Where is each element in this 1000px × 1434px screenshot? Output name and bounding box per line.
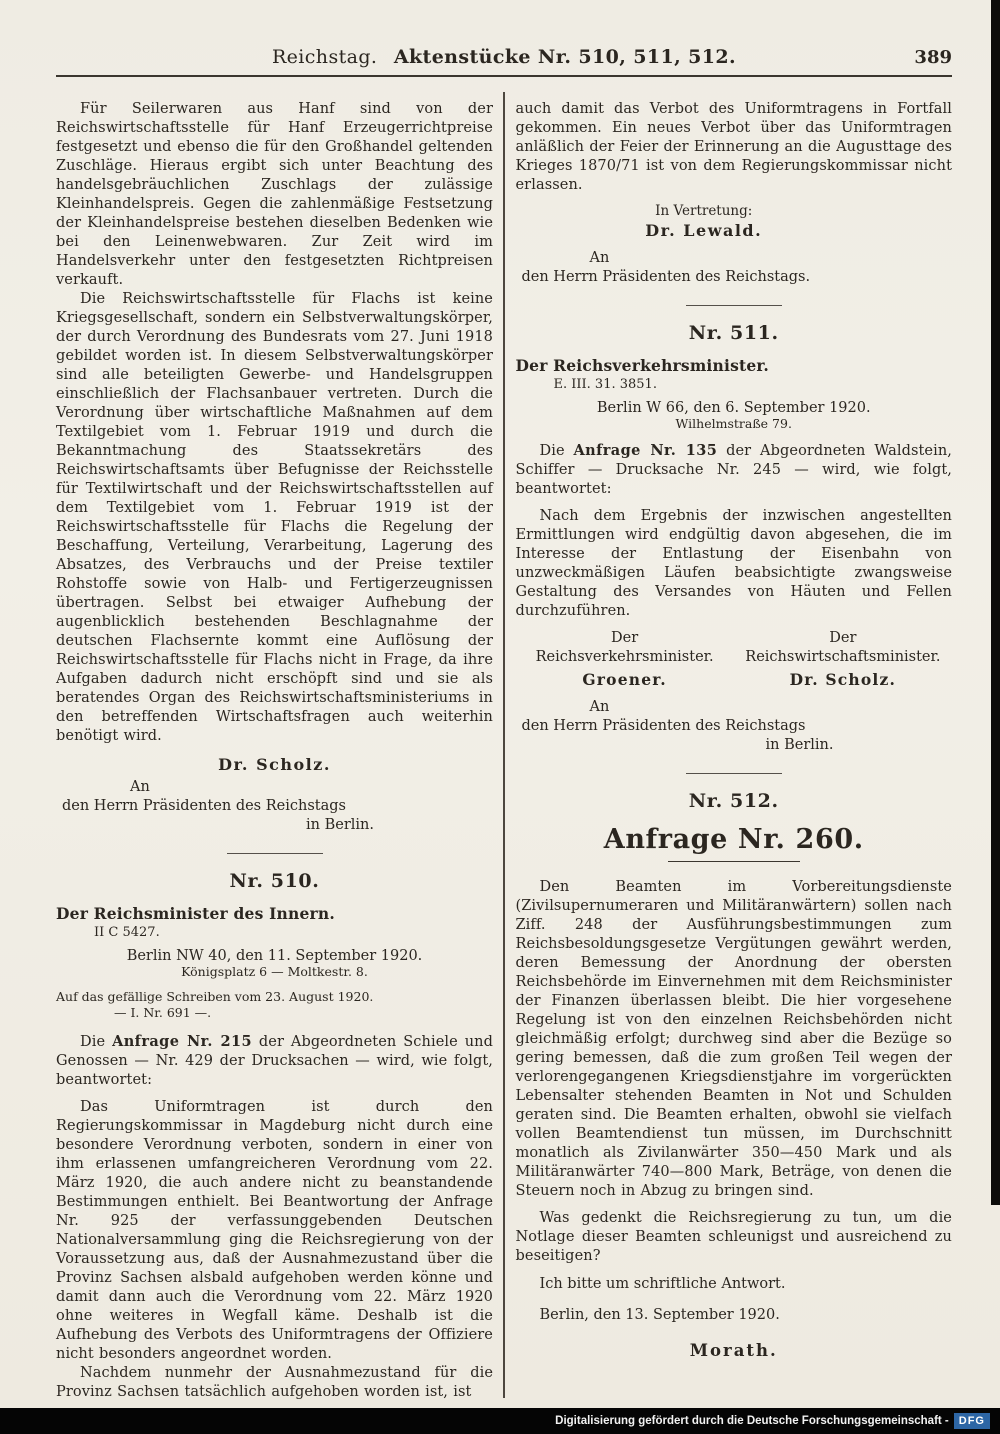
recipient-place: in Berlin. (306, 817, 374, 833)
digitization-footer (0, 1408, 1000, 1434)
signature-block-scholz (56, 755, 493, 835)
anfrage-260-title: Anfrage Nr. 260. (603, 824, 864, 855)
signature-name-morath: Morath. (689, 1341, 778, 1360)
spacer (56, 1090, 493, 1098)
scan-edge-artifact (991, 0, 1000, 1205)
signature-cell-wirtschaftsminister (734, 629, 952, 689)
paragraph-beamte: Den Beamten im Vorbereitungsdienste (Zivilsupernumeraren und Militäranwärtern) sollen nach Ziff. 248 der Ausführungsbestimmungen zum Reichsbesoldungsgesetze Vergütungen gewährt werden, deren Bemessung der Anordnung der obersten Reichsbehörde im Einvernehmen mit dem Reichsminister der Finanzen überlassen bleibt. Die hier vorgesehene Regelung ist von den einzelnen Reichsbehörden nicht gleichmäßig erfolgt; durchweg sind aber die Bezüge so gering bemessen, daß die zum großen Teil wegen der verlorengegangenen Kriegsdienstjahre im vorgerückten Lebensalter stehenden Beamten in Not und Schulden geraten sind. Die Beamten erhalten, obwohl sie vielfach vollen Beamtendienst tun müssen, im Durchschnitt monatlich als Zivilanwärter 350—450 Mark und als Militäranwärter 740—800 Mark, Beträge, von denen die Steuern noch in Abzug zu bringen sind. (515, 879, 952, 1199)
intro-paragraph-nr510 (56, 1032, 493, 1090)
header-rule (56, 75, 952, 77)
two-column-body (56, 92, 952, 1398)
recipient-line: den Herrn Präsidenten des Reichstags (521, 718, 806, 734)
signature-der: Der (829, 630, 857, 646)
signature-title: Reichswirtschaftsminister. (745, 649, 941, 665)
salutation-an: An (130, 779, 150, 795)
section-heading-nr510: Nr. 510. (229, 870, 320, 892)
final-dateline: Berlin, den 13. September 1920. (539, 1307, 780, 1323)
intro-paragraph-nr511 (516, 441, 953, 499)
intro-rest: der Abgeordneten Schiele und Genossen — Nr. 429 der Drucksachen — wird, wie folgt, beantwortet: (56, 1034, 494, 1088)
left-column (56, 92, 493, 1398)
address-line-nr511: Wilhelmstraße 79. (675, 416, 792, 431)
dateline-nr511: Berlin W 66, den 6. September 1920. (596, 400, 871, 416)
signature-name-groener: Groener. (582, 670, 667, 689)
recipient-place: in Berlin. (765, 737, 834, 753)
section-divider (686, 773, 782, 774)
reference-number-line: — I. Nr. 691 —. (114, 1005, 212, 1020)
section-heading-nr511: Nr. 511. (688, 322, 779, 344)
paragraph-fortfall: auch damit das Verbot des Uniformtragens in Fortfall gekommen. Ein neues Verbot über das Uniformtragen anläßlich der Feier der Erinnerung an die Augusttage des Krieges 1870/71 ist von dem Regierungskommissar nicht erlassen. (515, 101, 952, 193)
intro-rest: der Abgeordneten Waldstein, Schiffer — Drucksache Nr. 245 — wird, wie folgt, beantwortet: (515, 443, 952, 497)
sender-line-nr510: Der Reichsminister des Innern. (56, 904, 335, 923)
right-column (516, 92, 953, 1398)
spacer (516, 1201, 953, 1209)
salutation-an: An (589, 250, 610, 266)
reference-letter-line: Auf das gefällige Schreiben vom 23. August 1920. (56, 989, 374, 1004)
paragraph-nachdem: Nachdem nunmehr der Ausnahmezustand für die Provinz Sachsen tatsächlich aufgehoben worden ist, ist (56, 1365, 493, 1400)
signature-block-lewald (516, 249, 953, 287)
header-row (56, 46, 952, 68)
anfrage-number-bold: Anfrage Nr. 135 (573, 442, 718, 459)
page-header (56, 46, 952, 77)
issue-title: Aktenstücke Nr. 510, 511, 512. (393, 46, 737, 68)
recipient-line: den Herrn Präsidenten des Reichstags (62, 798, 346, 814)
antwort-request-line: Ich bitte um schriftliche Antwort. (539, 1276, 786, 1292)
paragraph-ergebnis: Nach dem Ergebnis der inzwischen angestellten Ermittlungen wird endgültig davon abgesehen, die im Interesse der Entlastung der Eisenbahn von unzweckmäßigen Läufen beabsichtigte zwangsweise Gestaltung des Versandes von Häuten und Fellen durchzuführen. (515, 508, 952, 619)
intro-prefix: Die (539, 443, 574, 459)
signature-title: Reichsverkehrsminister. (535, 649, 714, 665)
title-underline-rule (668, 861, 800, 862)
journal-name: Reichstag. (271, 46, 378, 68)
salutation-an: An (589, 699, 610, 715)
dfg-logo: DFG (954, 1413, 990, 1429)
section-divider (227, 853, 323, 854)
digitization-credit: Digitalisierung gefördert durch die Deutsche Forschungsgemeinschaft - (555, 1415, 949, 1427)
signature-name-scholz: Dr. Scholz. (218, 755, 331, 774)
in-vertretung-line: In Vertretung: (655, 203, 753, 219)
document-title (120, 46, 888, 68)
spacer (516, 499, 953, 507)
intro-prefix: Die (80, 1034, 113, 1050)
file-reference-nr510: II C 5427. (94, 925, 160, 940)
recipient-block-nr511 (516, 698, 953, 755)
address-line-nr510: Königsplatz 6 — Moltkestr. 8. (181, 964, 368, 979)
signature-name-lewald: Dr. Lewald. (645, 221, 763, 240)
signature-der: Der (611, 630, 639, 646)
file-reference-nr511: E. III. 31. 3851. (553, 377, 657, 392)
section-heading-nr512: Nr. 512. (688, 790, 779, 812)
page-number: 389 (914, 47, 952, 68)
dual-signature-block (516, 629, 953, 689)
column-divider-rule (503, 92, 505, 1398)
recipient-line: den Herrn Präsidenten des Reichstags. (521, 269, 811, 285)
signature-cell-verkehrsminister (516, 629, 734, 689)
paragraph-frage: Was gedenkt die Reichsregierung zu tun, um die Notlage dieser Beamten schleunigst und ausreichend zu beseitigen? (515, 1210, 952, 1264)
sender-line-nr511: Der Reichsverkehrsminister. (515, 356, 769, 375)
anfrage-number-bold: Anfrage Nr. 215 (112, 1033, 252, 1050)
paragraph-uniformtragen: Das Uniformtragen ist durch den Regierungskommissar in Magdeburg nicht durch eine besondere Verordnung verboten, sondern in einer von ihm erlassenen umfangreicheren Verordnung vom 22. März 1920, die auch andere nicht zu beanstandende Bestimmungen enthielt. Bei Beantwortung der Anfrage Nr. 925 der verfassunggebenden Deutschen Nationalversammlung ging die Reichsregierung von der Voraussetzung aus, daß der Ausnahmezustand über die Provinz Sachsen alsbald aufgehoben werden könne und damit dann auch die Verordnung vom 22. März 1920 ohne weiteres in Wegfall käme. Deshalb ist die Aufhebung des Verbots des Uniformtragens der Offiziere nicht besonders angeordnet worden. (56, 1099, 493, 1362)
dateline-nr510: Berlin NW 40, den 11. September 1920. (126, 948, 423, 964)
section-divider (686, 305, 782, 306)
paragraph-flachs: Die Reichswirtschaftsstelle für Flachs ist keine Kriegsgesellschaft, sondern ein Selbstverwaltungskörper, der durch Verordnung des Bundesrats vom 27. Juni 1918 gebildet worden ist. In diesem Selbstverwaltungskörper sind alle beteiligten Gewerbe- und Handelsgruppen einschließlich der Flachsanbauer vertreten. Durch die Verordnung über wirtschaftliche Maßnahmen auf dem Textilgebiet vom 1. Februar 1919 und durch die Bekanntmachung des Staatssekretärs des Reichswirtschaftsamts über Befugnisse der Reichsstelle für Textilwirtschaft und der Reichswirtschaftsstellen auf dem Textilgebiet vom 1. Februar 1919 ist der Reichswirtschaftsstelle für Flachs die Regelung der Beschaffung, Verteilung, Verarbeitung, Lagerung des Absatzes, des Verbrauchs und der Preise textiler Rohstoffe sowie von Halb- und Fertigerzeugnissen übertragen. Selbst bei etwaiger Aufhebung der augenblicklich bestehenden Beschlagnahme der deutschen Flachsernte kommt eine Auflösung der Reichswirtschaftsstelle für Flachs nicht in Frage, da ihre Aufgaben dadurch nicht erschöpft sind und sie als beratendes Organ des Reichswirtschaftsministeriums in den betreffenden Wirtschaftsfragen auch weiterhin benötigt wird. (56, 291, 493, 744)
signature-name-scholz: Dr. Scholz. (789, 670, 897, 689)
paragraph-seilerwaren: Für Seilerwaren aus Hanf sind von der Reichswirtschaftsstelle für Hanf Erzeugerrichtpreise festgesetzt und ebenso die für den Großhandel geltenden Zuschläge. Hieraus ergibt sich unter Beachtung des handelsgebräuchlichen Zuschlags der zulässige Kleinhandelspreis. Gegen die zahlenmäßige Festsetzung der Kleinhandelspreise bestehen dieselben Bedenken wie bei den Leinenwebwaren. Zur Zeit wird im Handelsverkehr unter den festgesetzten Richtpreisen verkauft. (56, 101, 493, 288)
